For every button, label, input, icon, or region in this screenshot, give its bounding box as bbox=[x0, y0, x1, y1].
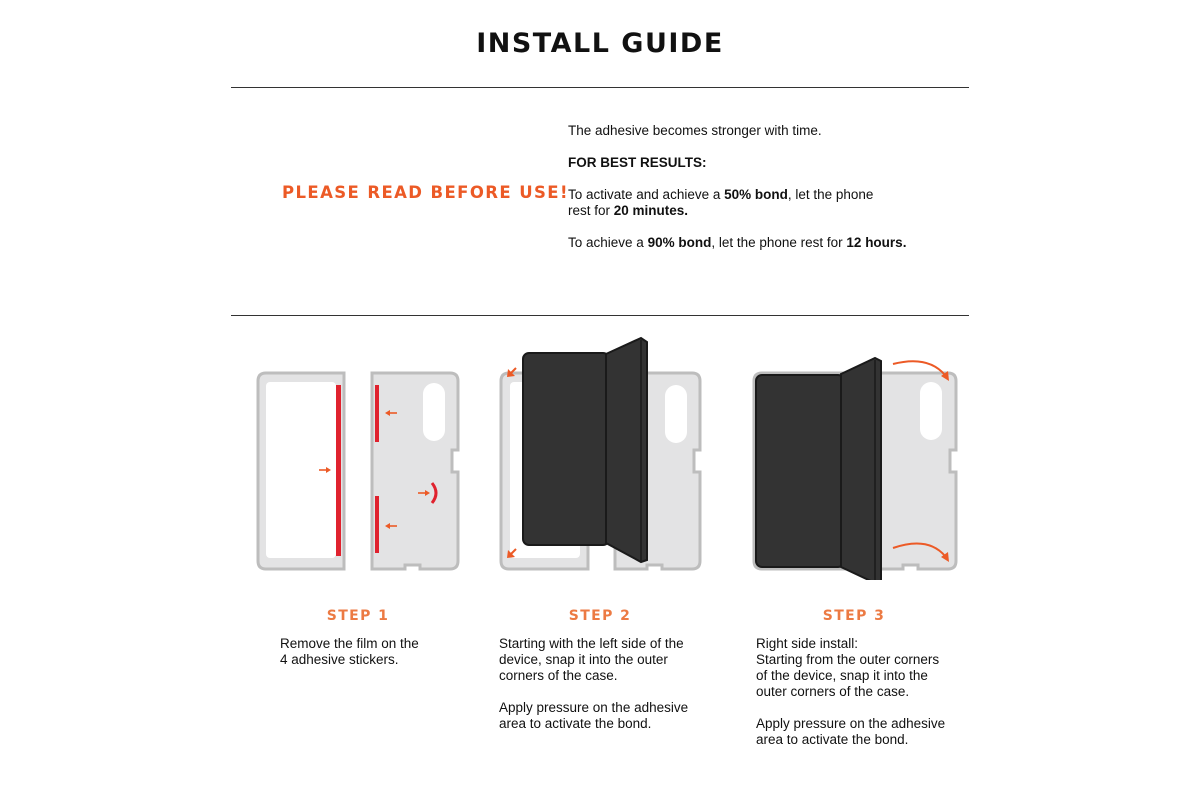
camera-cutout bbox=[423, 383, 445, 441]
warning-heading: PLEASE READ BEFORE USE! bbox=[282, 183, 569, 202]
step-1-illustration bbox=[250, 330, 470, 580]
step-text-line: corners of the case. bbox=[499, 668, 618, 683]
adhesive-strip bbox=[375, 496, 379, 553]
step-text-line: Starting from the outer corners bbox=[756, 652, 940, 667]
step-text-line: device, snap it into the outer bbox=[499, 652, 668, 667]
step-text-line: Right side install: bbox=[756, 636, 859, 651]
step-text-line: Apply pressure on the adhesive bbox=[756, 716, 946, 731]
step-text-line: area to activate the bond. bbox=[756, 732, 909, 747]
step-3-illustration bbox=[745, 330, 970, 580]
adhesive-strip bbox=[336, 385, 341, 556]
step-text-line: Starting with the left side of the bbox=[499, 636, 684, 651]
top-divider bbox=[231, 87, 969, 88]
info-50-percent: To activate and achieve a 50% bond, let the phone rest for 20 minutes. bbox=[568, 187, 874, 218]
step-2-label: STEP 2 bbox=[568, 608, 632, 624]
camera-cutout bbox=[665, 385, 687, 443]
info-90-percent: To achieve a 90% bond, let the phone rest for 12 hours. bbox=[568, 235, 907, 250]
info-adhesive-strength: The adhesive becomes stronger with time. bbox=[568, 123, 822, 138]
step-1-description bbox=[280, 636, 480, 668]
step-text-line: 4 adhesive stickers. bbox=[280, 652, 399, 667]
camera-cutout bbox=[920, 382, 942, 440]
info-best-results: FOR BEST RESULTS: bbox=[568, 155, 707, 170]
step-2-illustration bbox=[495, 330, 710, 580]
page-title: INSTALL GUIDE bbox=[476, 28, 724, 59]
adhesive-strip bbox=[375, 385, 379, 442]
step-text-line: Apply pressure on the adhesive bbox=[499, 700, 689, 715]
phone-body bbox=[523, 353, 609, 545]
case-right-half bbox=[870, 373, 956, 569]
step-3-description bbox=[756, 636, 986, 748]
middle-divider bbox=[231, 315, 969, 316]
step-text-line: outer corners of the case. bbox=[756, 684, 910, 699]
case-right-half bbox=[372, 373, 458, 569]
step-2-description bbox=[499, 636, 729, 732]
phone-body bbox=[756, 375, 844, 567]
step-text-line: of the device, snap it into the bbox=[756, 668, 928, 683]
step-1-label: STEP 1 bbox=[326, 608, 390, 624]
step-3-label: STEP 3 bbox=[822, 608, 886, 624]
step-text-line: Remove the film on the bbox=[280, 636, 419, 651]
step-text-line: area to activate the bond. bbox=[499, 716, 652, 731]
